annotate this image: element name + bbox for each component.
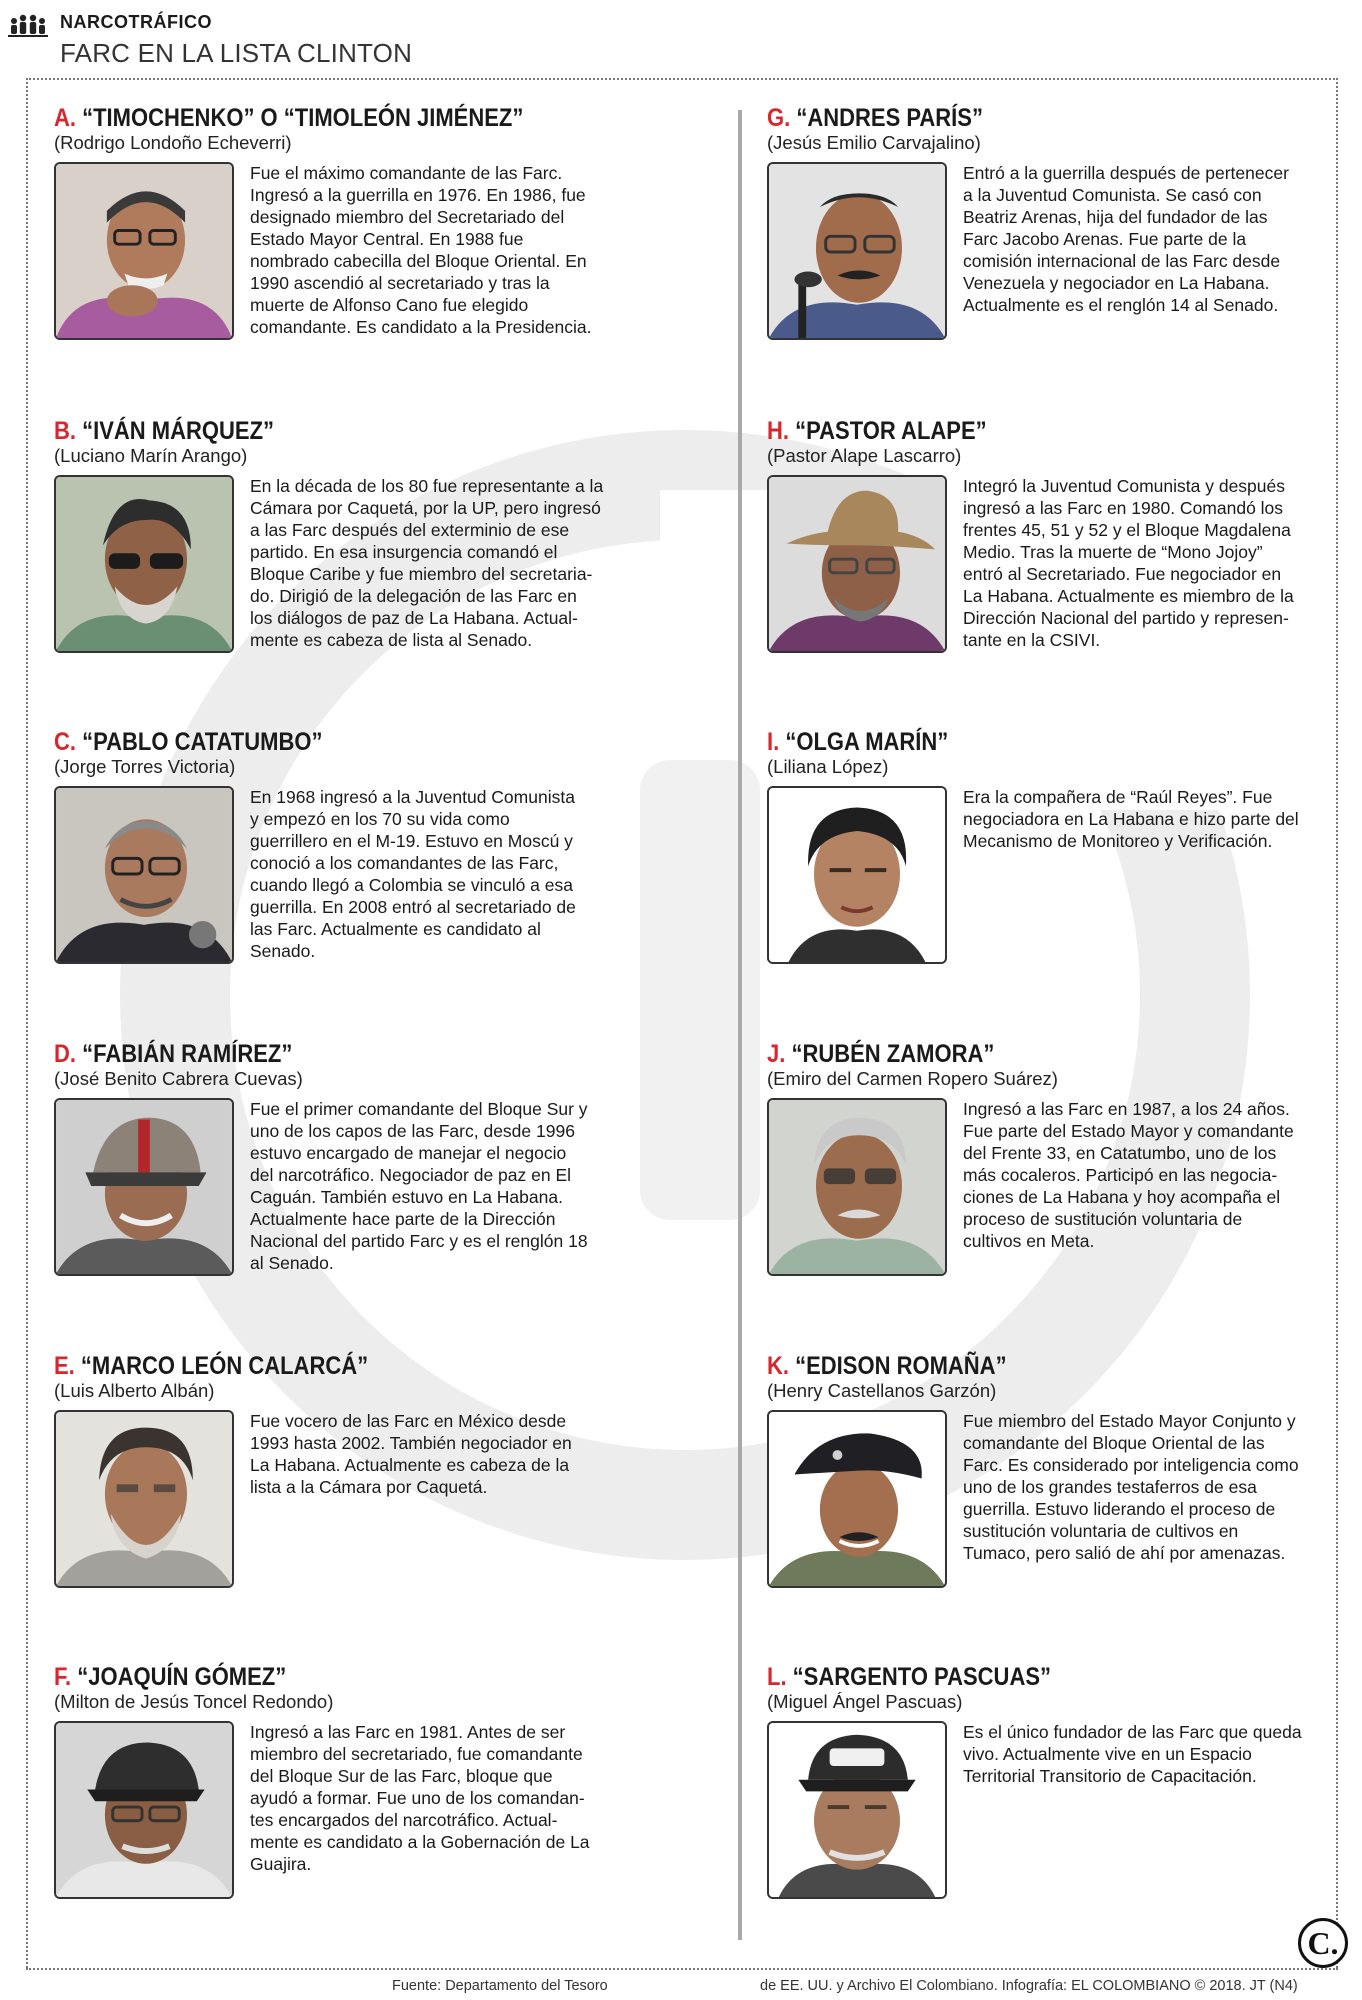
profile-bio: Es el único fundador de las Farc que queda vivo. Actualmente vive en un Espacio Territorial Transitorio de Capacitación. [963, 1722, 1302, 1786]
profile-heading [767, 1352, 1007, 1381]
portrait-cap-glasses-image [56, 1723, 232, 1897]
profile-letter: J. [767, 1040, 786, 1068]
profile-letter: G. [767, 104, 791, 132]
profile-card [767, 1663, 1362, 1963]
profile-alias: “EDISON ROMAÑA” [795, 1352, 1007, 1380]
section-kicker: NARCOTRÁFICO [60, 12, 212, 32]
profile-bio: Era la compañera de “Raúl Reyes”. Fue negociadora en La Habana e hizo parte del Mecanismo de Monitoreo y Verificación. [963, 787, 1299, 851]
portrait-elder-cap-image [769, 1723, 945, 1897]
profile-letter: A. [54, 104, 76, 132]
profile-photo [767, 162, 947, 340]
profile-bio: Entró a la guerrilla después de pertenecer a la Juventud Comunista. Se casó con Beatriz Arenas, hija del fundador de las Farc Jacobo Arenas. Fue parte de la comisión internacional de las Farc desde Venezuela y negociador en La Habana. Actualmente es el renglón 14 al Senado. [963, 163, 1289, 315]
profile-bio: Fue el primer comandante del Bloque Sur y uno de los capos de las Farc, desde 1996 estuvo encargado de manejar el negocio del narcotráfico. Negociador de paz en El Caguán. También estuvo en La Habana. Actualmente hace parte de la Dirección Nacional del partido Farc y es el renglón 18 al Senado. [250, 1099, 588, 1273]
el-colombiano-logo: C. [1298, 1918, 1348, 1968]
profile-photo [54, 786, 234, 964]
profile-card [54, 417, 654, 717]
profile-photo [767, 1410, 947, 1588]
profile-real-name: (Emiro del Carmen Ropero Suárez) [767, 1068, 1058, 1089]
profile-bio: Integró la Juventud Comunista y después ingresó a las Farc en 1980. Comandó los frentes 45, 51 y 52 y el Bloque Magdalena Medio. Tras la muerte de “Mono Jojoy” entró al Secretariado. Fue negociador en La Habana. Actualmente es miembro de la Dirección Nacional del partido y represen- tante en la CSIVI. [963, 476, 1294, 650]
profile-card [767, 104, 1362, 404]
profile-card [767, 417, 1362, 717]
profile-bio: Ingresó a las Farc en 1981. Antes de ser miembro del secretariado, fue comandante del Bloque Sur de las Farc, bloque que ayudó a formar. Fue uno de los comandan- tes encargados del narcotráfico. Actual- mente es candidato a la Gobernación de La Guajira. [250, 1722, 590, 1874]
profile-photo [54, 1098, 234, 1276]
portrait-sunglasses-image [56, 477, 232, 651]
profile-real-name: (Milton de Jesús Toncel Redondo) [54, 1691, 334, 1712]
portrait-mustache-image [769, 164, 945, 338]
profile-alias: “SARGENTO PASCUAS” [792, 1663, 1052, 1691]
profile-card [767, 728, 1362, 1028]
profile-letter: H. [767, 417, 789, 445]
profile-letter: I. [767, 728, 780, 756]
profile-alias: “MARCO LEÓN CALARCÁ” [80, 1352, 369, 1380]
profile-alias: “IVÁN MÁRQUEZ” [82, 417, 275, 445]
profile-alias: “PABLO CATATUMBO” [82, 728, 323, 756]
profile-heading [54, 417, 274, 446]
profile-real-name: (Jorge Torres Victoria) [54, 756, 236, 777]
profile-heading [767, 417, 987, 446]
profile-letter: K. [767, 1352, 789, 1380]
profile-heading [767, 1040, 994, 1069]
profile-alias: “ANDRES PARÍS” [796, 104, 983, 132]
profile-card [54, 1663, 654, 1963]
profile-real-name: (Miguel Ángel Pascuas) [767, 1691, 963, 1712]
portrait-hat-image [769, 477, 945, 651]
portrait-woman-image [769, 788, 945, 962]
portrait-gray-hair-image [769, 1100, 945, 1274]
profile-photo [767, 786, 947, 964]
profile-real-name: (Luciano Marín Arango) [54, 445, 248, 466]
portrait-cap-image [56, 1100, 232, 1274]
profile-letter: B. [54, 417, 76, 445]
profile-bio: En la década de los 80 fue representante a la Cámara por Caquetá, por la UP, pero ingresó a las Farc después del exterminio de ese partido. En esa insurgencia comandó el Bloque Caribe y fue miembro del secretaria- do. Dirigió de la delegación de las Farc en los diálogos de paz de La Habana. Actual- mente es cabeza de lista al Senado. [250, 476, 604, 650]
profile-real-name: (Henry Castellanos Garzón) [767, 1380, 997, 1401]
portrait-beret-image [769, 1412, 945, 1586]
profile-heading [54, 1040, 292, 1069]
profile-real-name: (José Benito Cabrera Cuevas) [54, 1068, 303, 1089]
profile-card [767, 1040, 1362, 1340]
profile-heading [54, 1663, 286, 1692]
profile-real-name: (Rodrigo Londoño Echeverri) [54, 132, 292, 153]
profile-photo [54, 162, 234, 340]
profile-alias: “TIMOCHENKO” O “TIMOLEÓN JIMÉNEZ” [82, 104, 524, 132]
profile-real-name: (Luis Alberto Albán) [54, 1380, 215, 1401]
profile-card [54, 728, 654, 1028]
profile-real-name: (Liliana López) [767, 756, 889, 777]
profile-photo [767, 1721, 947, 1899]
profile-real-name: (Pastor Alape Lascarro) [767, 445, 962, 466]
profile-photo [767, 475, 947, 653]
profile-card [767, 1352, 1362, 1652]
profile-photo [54, 1721, 234, 1899]
profile-card [54, 1352, 654, 1652]
profile-photo [54, 1410, 234, 1588]
portrait-microphone-image [56, 788, 232, 962]
people-group-icon [6, 8, 50, 42]
profile-card [54, 1040, 654, 1340]
portrait-glasses-image [56, 164, 232, 338]
profile-heading [767, 104, 983, 133]
profile-alias: “PASTOR ALAPE” [795, 417, 987, 445]
profile-bio: Fue miembro del Estado Mayor Conjunto y comandante del Bloque Oriental de las Farc. Es considerado por inteligencia como uno de los grandes testaferros de esa guerrilla. Estuvo liderando el proceso de sustitución voluntaria de cultivos en Tumaco, pero salió de ahí por amenazas. [963, 1411, 1299, 1563]
header [0, 0, 1362, 80]
profile-alias: “JOAQUÍN GÓMEZ” [77, 1663, 287, 1691]
profile-letter: L. [767, 1663, 787, 1691]
profile-heading [767, 1663, 1051, 1692]
profile-letter: F. [54, 1663, 72, 1691]
profile-letter: E. [54, 1352, 75, 1380]
profile-heading [767, 728, 948, 757]
profile-alias: “FABIÁN RAMÍREZ” [82, 1040, 293, 1068]
profile-card [54, 104, 654, 404]
footer-source-left: Fuente: Departamento del Tesoro [392, 1978, 608, 1994]
profile-bio: Fue el máximo comandante de las Farc. Ingresó a la guerrilla en 1976. En 1986, fue designado miembro del Secretariado del Estado Mayor Central. En 1988 fue nombrado cabecilla del Bloque Oriental. En 1990 ascendió al secretariado y tras la muerte de Alfonso Cano fue elegido comandante. Es candidato a la Presidencia. [250, 163, 592, 337]
profile-heading [54, 1352, 368, 1381]
profile-letter: C. [54, 728, 76, 756]
profile-real-name: (Jesús Emilio Carvajalino) [767, 132, 981, 153]
profile-alias: “RUBÉN ZAMORA” [791, 1040, 995, 1068]
page-title: FARC EN LA LISTA CLINTON [60, 38, 413, 68]
portrait-bearded-image [56, 1412, 232, 1586]
bottom-rule [26, 1968, 1338, 1970]
profile-photo [767, 1098, 947, 1276]
profile-photo [54, 475, 234, 653]
profile-alias: “OLGA MARÍN” [785, 728, 949, 756]
profile-bio: Fue vocero de las Farc en México desde 1993 hasta 2002. También negociador en La Habana. Actualmente es cabeza de la lista a la Cámara por Caquetá. [250, 1411, 572, 1497]
column-divider [738, 110, 742, 1940]
profile-bio: Ingresó a las Farc en 1987, a los 24 años. Fue parte del Estado Mayor y comandante del Frente 33, en Catatumbo, uno de los más cocaleros. Participó en las negocia- ciones de La Habana y hoy acompaña el proceso de sustitución voluntaria de cultivos en Meta. [963, 1099, 1294, 1251]
footer-source-right: de EE. UU. y Archivo El Colombiano. Infografía: EL COLOMBIANO © 2018. JT (N4) [760, 1978, 1298, 1994]
profile-heading [54, 104, 523, 133]
profile-bio: En 1968 ingresó a la Juventud Comunista y empezó en los 70 su vida como guerrillero en el M-19. Estuvo en Moscú y conoció a los comandantes de las Farc, cuando llegó a Colombia se vinculó a esa guerrilla. En 2008 entró al secretariado de las Farc. Actualmente es candidato al Senado. [250, 787, 576, 961]
profile-letter: D. [54, 1040, 76, 1068]
profile-heading [54, 728, 322, 757]
